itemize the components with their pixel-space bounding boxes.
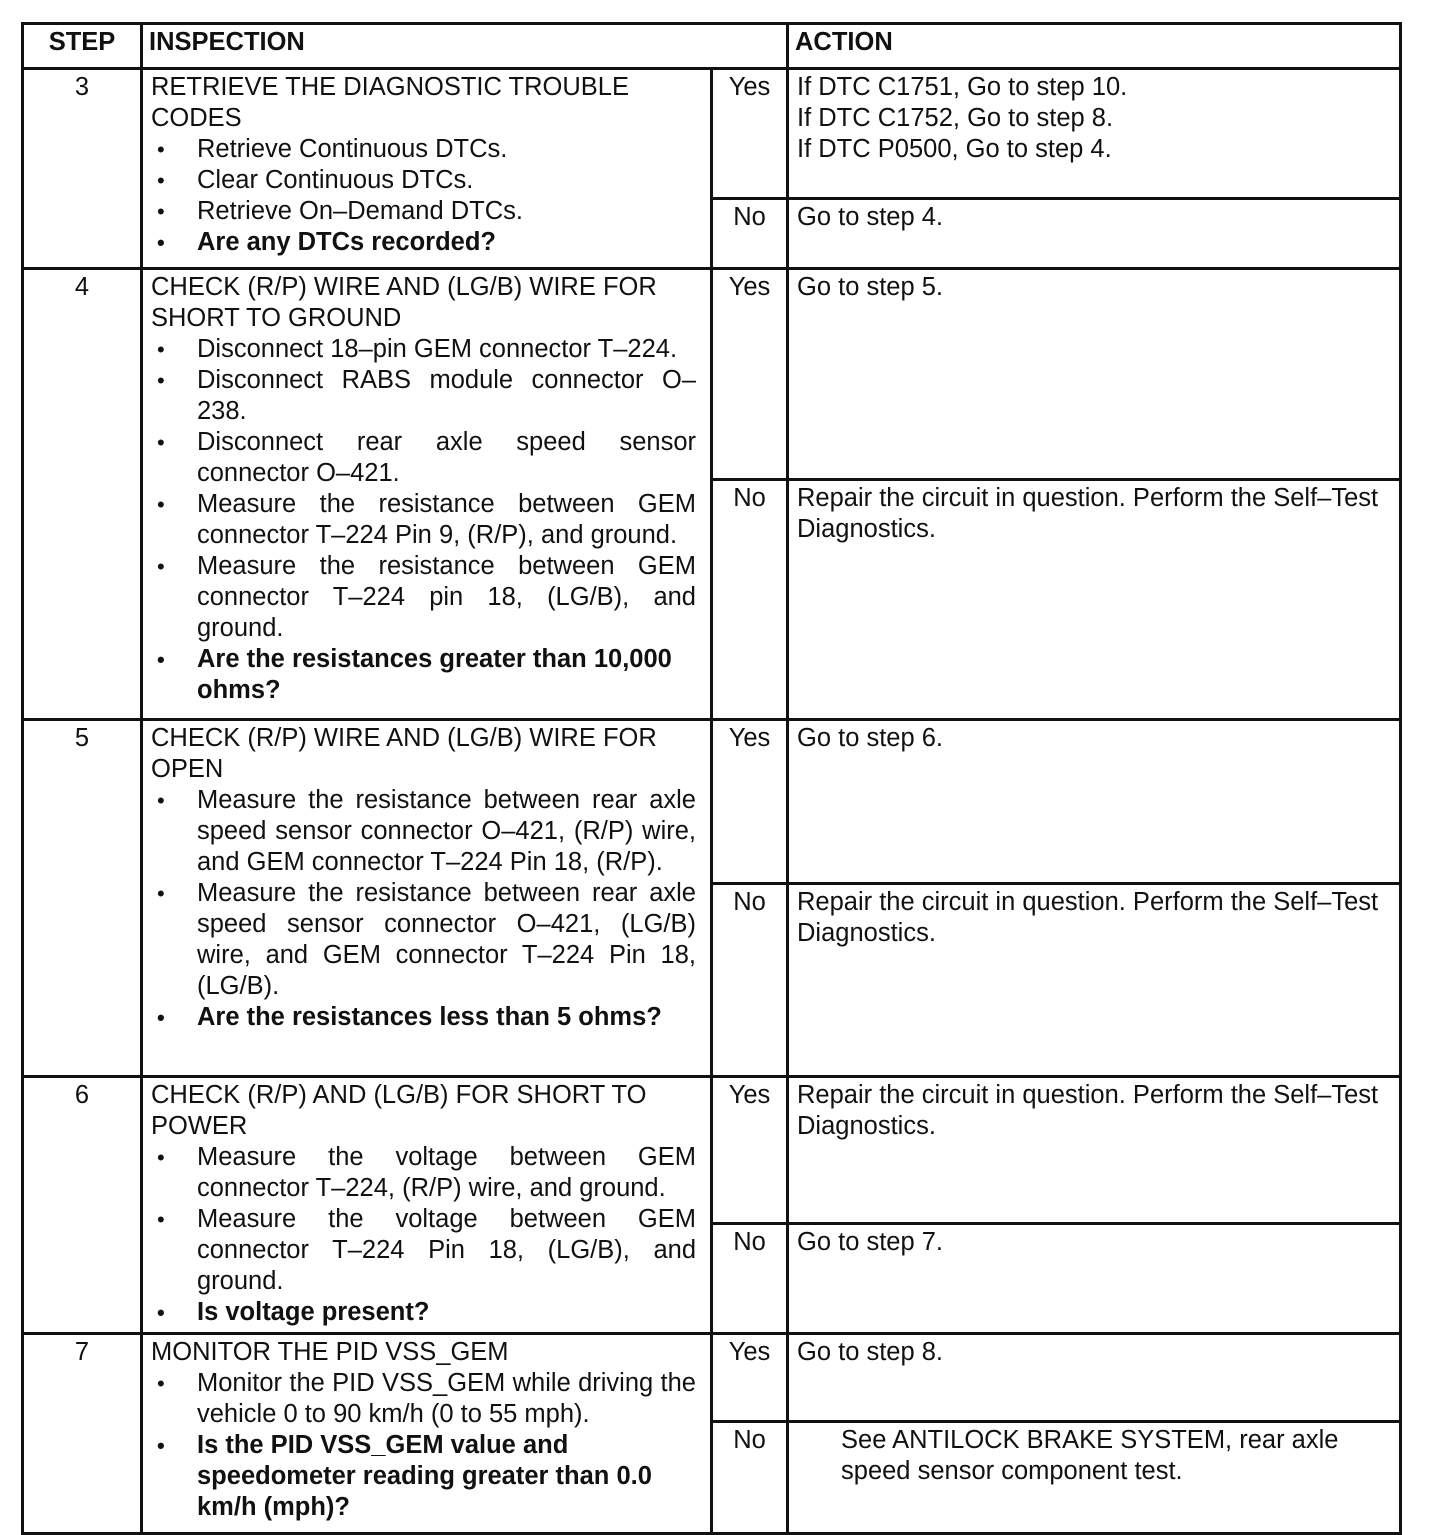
inspection-bullets bbox=[151, 1142, 696, 1328]
no-label: No bbox=[712, 480, 788, 720]
inspection-cell bbox=[142, 69, 712, 269]
inspection-question: • Is voltage present? bbox=[151, 1297, 696, 1328]
bullet-item: • Clear Continuous DTCs. bbox=[151, 165, 696, 196]
step-number: 6 bbox=[23, 1077, 142, 1334]
bullet-item: • Measure the resistance between GEM connector T–224 Pin 9, (R/P), and ground. bbox=[151, 489, 696, 551]
bullet-item: • Disconnect 18–pin GEM connector T–224. bbox=[151, 334, 696, 365]
inspection-cell bbox=[142, 1077, 712, 1334]
yes-label: Yes bbox=[712, 269, 788, 480]
step-header: STEP bbox=[23, 24, 142, 69]
bullet-item: • Measure the voltage between GEM connector T–224, (R/P) wire, and ground. bbox=[151, 1142, 696, 1204]
bullet-item: • Disconnect RABS module connector O–238. bbox=[151, 365, 696, 427]
step-number: 4 bbox=[23, 269, 142, 720]
inspection-bullets bbox=[151, 785, 696, 1033]
inspection-title: CHECK (R/P) WIRE AND (LG/B) WIRE FOR OPEN bbox=[151, 724, 657, 783]
bullet-item: • Monitor the PID VSS_GEM while driving the vehicle 0 to 90 km/h (0 to 55 mph). bbox=[151, 1368, 696, 1430]
inspection-question: • Is the PID VSS_GEM value and speedometer reading greater than 0.0 km/h (mph)? bbox=[151, 1430, 696, 1523]
step-row-5-yes bbox=[23, 720, 1401, 884]
inspection-title: MONITOR THE PID VSS_GEM bbox=[151, 1338, 509, 1366]
no-action: Repair the circuit in question. Perform the Self–Test Diagnostics. bbox=[788, 884, 1401, 1077]
bullet-item: • Measure the resistance between rear axle speed sensor connector O–421, (R/P) wire, and GEM connector T–224 Pin 18, (R/P). bbox=[151, 785, 696, 878]
yes-label: Yes bbox=[712, 720, 788, 884]
no-label: No bbox=[712, 199, 788, 269]
step-number: 7 bbox=[23, 1334, 142, 1534]
inspection-cell bbox=[142, 720, 712, 1077]
step-row-6-yes bbox=[23, 1077, 1401, 1224]
inspection-question: • Are any DTCs recorded? bbox=[151, 227, 696, 258]
inspection-title: RETRIEVE THE DIAGNOSTIC TROUBLE CODES bbox=[151, 73, 629, 132]
action-header: ACTION bbox=[788, 24, 1401, 69]
inspection-title: CHECK (R/P) AND (LG/B) FOR SHORT TO POWER bbox=[151, 1081, 647, 1140]
step-number: 3 bbox=[23, 69, 142, 269]
inspection-bullets bbox=[151, 1368, 696, 1523]
inspection-question: • Are the resistances less than 5 ohms? bbox=[151, 1002, 696, 1033]
step-number: 5 bbox=[23, 720, 142, 1077]
no-label: No bbox=[712, 884, 788, 1077]
no-action: See ANTILOCK BRAKE SYSTEM, rear axle speed sensor component test. bbox=[841, 1426, 1339, 1485]
bullet-item: • Retrieve On–Demand DTCs. bbox=[151, 196, 696, 227]
yes-label: Yes bbox=[712, 1077, 788, 1224]
step-row-4-yes bbox=[23, 269, 1401, 480]
step-row-3-yes bbox=[23, 69, 1401, 199]
yes-action: Go to step 5. bbox=[788, 269, 1401, 480]
inspection-header: INSPECTION bbox=[142, 24, 788, 69]
bullet-item: • Measure the resistance between GEM connector T–224 pin 18, (LG/B), and ground. bbox=[151, 551, 696, 644]
inspection-title: CHECK (R/P) WIRE AND (LG/B) WIRE FOR SHORT TO GROUND bbox=[151, 273, 657, 332]
yes-action: Go to step 8. bbox=[788, 1334, 1401, 1422]
inspection-cell bbox=[142, 269, 712, 720]
yes-action: If DTC C1751, Go to step 10. If DTC C1752, Go to step 8. If DTC P0500, Go to step 4. bbox=[788, 69, 1401, 199]
bullet-item: • Disconnect rear axle speed sensor connector O–421. bbox=[151, 427, 696, 489]
no-action: Go to step 7. bbox=[788, 1223, 1401, 1333]
no-label: No bbox=[712, 1223, 788, 1333]
yes-action: Repair the circuit in question. Perform the Self–Test Diagnostics. bbox=[788, 1077, 1401, 1224]
inspection-question: • Are the resistances greater than 10,000 ohms? bbox=[151, 644, 696, 706]
bullet-item: • Measure the voltage between GEM connector T–224 Pin 18, (LG/B), and ground. bbox=[151, 1204, 696, 1297]
diagnostic-table bbox=[21, 22, 1402, 1535]
no-action: Repair the circuit in question. Perform the Self–Test Diagnostics. bbox=[788, 480, 1401, 720]
no-action: Go to step 4. bbox=[788, 199, 1401, 269]
yes-label: Yes bbox=[712, 69, 788, 199]
yes-label: Yes bbox=[712, 1334, 788, 1422]
inspection-bullets bbox=[151, 334, 696, 706]
bullet-item: • Retrieve Continuous DTCs. bbox=[151, 134, 696, 165]
yes-action: Go to step 6. bbox=[788, 720, 1401, 884]
inspection-bullets bbox=[151, 134, 696, 258]
bullet-item: • Measure the resistance between rear axle speed sensor connector O–421, (LG/B) wire, and GEM connector T–224 Pin 18, (LG/B). bbox=[151, 878, 696, 1002]
inspection-cell bbox=[142, 1334, 712, 1534]
no-label: No bbox=[712, 1422, 788, 1534]
header-row bbox=[23, 24, 1401, 69]
step-row-7-yes bbox=[23, 1334, 1401, 1422]
